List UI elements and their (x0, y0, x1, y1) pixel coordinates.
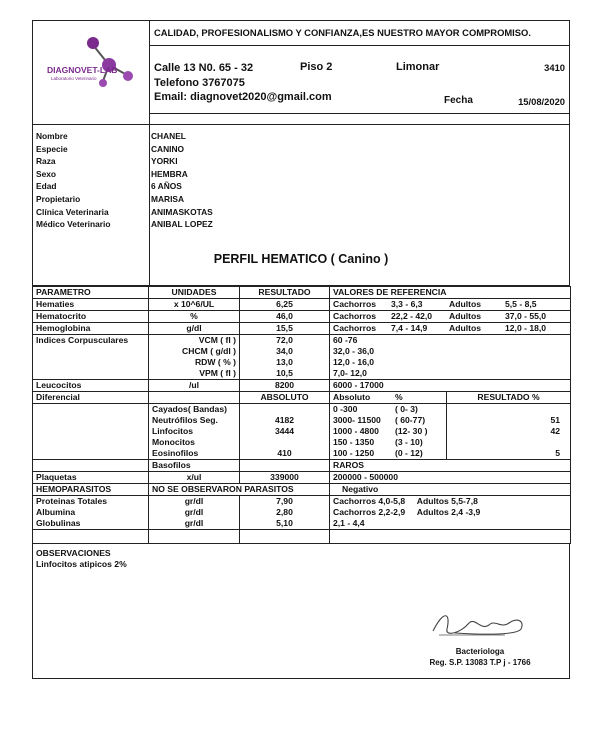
ref-pct: ( 0- 3) (395, 404, 418, 414)
param-name: Indices Corpusculares (33, 335, 149, 380)
param-result: 46,0 (240, 311, 330, 323)
empty-cell (33, 460, 149, 472)
patient-labels (36, 130, 110, 231)
patient-value: YORKI (151, 156, 178, 167)
patient-label: Propietario (36, 193, 81, 204)
patient-value: MARISA (151, 193, 185, 204)
index-result: 34,0 (276, 346, 293, 356)
ref-label: Cachorros (333, 299, 376, 309)
ref-value: 1000 - 4800 (333, 426, 379, 436)
ref-value: 5,5 - 8,5 (505, 299, 537, 309)
pct-value: 42 (550, 426, 561, 436)
param-ref: Cachorros 4,0-5,8 Adultos 5,5-7,8 (333, 496, 478, 506)
param-name: Plaquetas (33, 472, 149, 484)
param-name: Globulinas (36, 518, 81, 528)
protein-refs (330, 496, 571, 530)
param-name: Albumina (36, 507, 76, 517)
patient-label: Edad (36, 181, 57, 192)
ref-value: 7,4 - 14,9 (391, 323, 428, 333)
ref-pct: ( 60-77) (395, 415, 426, 425)
param-name: Leucocitos (33, 380, 149, 392)
param-name: HEMOPARASITOS (33, 484, 149, 496)
ref-label: Cachorros (333, 323, 376, 333)
param-unit: gr/dl (184, 518, 204, 528)
report-header (32, 20, 570, 125)
address-number: 3410 (544, 62, 565, 73)
results-table (32, 286, 571, 544)
dif-refs (330, 404, 447, 460)
param-result: 8200 (240, 380, 330, 392)
index-result: 72,0 (276, 335, 293, 345)
dif-abs (240, 404, 330, 460)
table-row-empty (33, 530, 571, 544)
lab-report (32, 20, 570, 679)
dif-ref-header (330, 392, 447, 404)
patient-value: HEMBRA (151, 168, 188, 179)
patient-value: CANINO (151, 143, 185, 154)
param-unit: gr/dl (184, 496, 204, 506)
index-unit: VPM ( fl ) (199, 368, 236, 378)
floor: Piso 2 (300, 61, 333, 73)
index-ref: 32,0 - 36,0 (333, 346, 375, 356)
ref-value: 3000- 11500 (333, 415, 381, 425)
ref-value: 150 - 1350 (333, 437, 375, 447)
col-header-result: RESULTADO (240, 287, 330, 299)
param-ref: 6000 - 17000 (330, 380, 571, 392)
indices-results (240, 335, 330, 380)
index-unit: RDW ( % ) (194, 357, 236, 367)
ref-label: Adultos (449, 323, 481, 333)
cell-type: Eosinofilos (152, 448, 199, 458)
abs-value: 3444 (274, 426, 295, 436)
date-label: Fecha (444, 95, 473, 106)
col-header-result-pct: RESULTADO % (447, 392, 571, 404)
ref-label: Absoluto (333, 392, 371, 402)
abs-value: 4182 (274, 415, 295, 425)
param-result: 6,25 (240, 299, 330, 311)
patient-value: ANIMASKOTAS (151, 206, 213, 217)
signature-image (425, 605, 535, 641)
ref-label: % (395, 392, 403, 402)
table-row (33, 460, 571, 472)
empty-cell (149, 392, 240, 404)
ref-value: 22,2 - 42,0 (391, 311, 433, 321)
param-name: Hemoglobina (33, 323, 149, 335)
ref-pct: (3 - 10) (395, 437, 423, 447)
ref-value: 100 - 1250 (333, 448, 375, 458)
table-row-differential (33, 404, 571, 460)
lab-name: DIAGNOVET-LAB (47, 65, 118, 75)
ref-value: 37,0 - 55,0 (505, 311, 547, 321)
param-name: Hematies (33, 299, 149, 311)
ref-label: Adultos (449, 299, 481, 309)
table-row (33, 323, 571, 335)
ref-value: 12,0 - 18,0 (505, 323, 547, 333)
param-result: 339000 (240, 472, 330, 484)
pct-value: 51 (550, 415, 561, 425)
protein-labels (33, 496, 149, 530)
empty-cell (33, 404, 149, 460)
param-name: Proteinas Totales (36, 496, 107, 506)
protein-results (240, 496, 330, 530)
signature-reg: Reg. S.P. 13083 T.P j - 1766 (429, 658, 531, 667)
param-unit: x/ul (149, 472, 240, 484)
index-unit: CHCM ( g/dl ) (182, 346, 236, 356)
slogan: CALIDAD, PROFESIONALISMO Y CONFIANZA,ES NUESTRO MAYOR COMPROMISO. (150, 21, 569, 46)
param-unit: gr/dl (184, 507, 204, 517)
divider (150, 113, 569, 114)
param-unit: % (149, 311, 240, 323)
patient-label: Especie (36, 143, 68, 154)
dif-units (149, 404, 240, 460)
patient-section (32, 125, 570, 286)
table-row (33, 299, 571, 311)
param-result: 5,10 (276, 518, 293, 528)
pct-value (450, 404, 560, 415)
index-ref: 60 -76 (333, 335, 358, 345)
email: Email: diagnovet2020@gmail.com (154, 91, 332, 103)
cell-type: Monocitos (152, 437, 195, 447)
patient-value: CHANEL (151, 131, 186, 141)
address: Calle 13 N0. 65 - 32 (154, 62, 254, 74)
pct-value (450, 437, 560, 448)
param-ref: RAROS (330, 460, 571, 472)
signature-role: Bacteriologa (455, 647, 505, 656)
header-info (150, 21, 569, 124)
param-ref (330, 299, 571, 311)
observations-title: OBSERVACIONES (36, 548, 111, 558)
param-name: Diferencial (33, 392, 149, 404)
param-name: Hematocrito (33, 311, 149, 323)
patient-label: Clínica Veterinaria (36, 206, 109, 217)
param-ref: 2,1 - 4,4 (333, 518, 365, 528)
dif-pct (447, 404, 571, 460)
neighborhood: Limonar (396, 61, 440, 73)
indices-units (149, 335, 240, 380)
table-row-proteins (33, 496, 571, 530)
index-result: 10,5 (276, 368, 293, 378)
col-header-absolute: ABSOLUTO (240, 392, 330, 404)
param-ref: Negativo (330, 484, 571, 496)
param-result: 7,90 (276, 496, 293, 506)
patient-value: 6 AÑOS (151, 181, 182, 192)
table-row (33, 311, 571, 323)
report-title: PERFIL HEMATICO ( Canino ) (213, 252, 389, 266)
patient-values (151, 130, 213, 231)
param-result: NO SE OBSERVARON PARASITOS (149, 484, 330, 496)
empty-cell (149, 530, 240, 544)
patient-label: Raza (36, 156, 56, 167)
phone: Telefono 3767075 (154, 76, 245, 89)
index-ref: 12,0 - 16,0 (333, 357, 375, 367)
param-ref (330, 311, 571, 323)
lab-subtitle: Laboratorio Veterinario (51, 76, 97, 81)
ref-label: Adultos (449, 311, 481, 321)
ref-pct: (0 - 12) (395, 448, 423, 458)
param-unit: g/dl (149, 323, 240, 335)
col-header-units: UNIDADES (149, 287, 240, 299)
col-header-param: PARAMETRO (33, 287, 149, 299)
table-row-differential-header (33, 392, 571, 404)
lab-logo (33, 21, 150, 124)
ref-value: 0 -300 (333, 404, 358, 414)
ref-label: Cachorros (333, 311, 376, 321)
cell-type: Cayados( Bandas) (152, 404, 227, 414)
table-row-indices (33, 335, 571, 380)
observations-text: Linfocitos atipicos 2% (36, 559, 127, 569)
patient-label: Nombre (36, 131, 68, 141)
empty-cell (240, 460, 330, 472)
abs-value (243, 437, 326, 448)
param-unit: /ul (149, 380, 240, 392)
table-row (33, 380, 571, 392)
empty-cell (240, 530, 330, 544)
table-row (33, 484, 571, 496)
pct-value: 5 (555, 448, 561, 458)
ref-value: 3,3 - 6,3 (391, 299, 423, 309)
observations-section (32, 544, 570, 679)
param-ref: Cachorros 2,2-2,9 Adultos 2,4 -3,9 (333, 507, 481, 517)
signature-block (405, 605, 555, 668)
cell-type: Linfocitos (152, 426, 194, 436)
date-value: 15/08/2020 (518, 96, 565, 107)
index-result: 13,0 (276, 357, 293, 367)
param-ref: 200000 - 500000 (330, 472, 571, 484)
cell-type: Neutrófilos Seg. (152, 415, 218, 425)
abs-value: 410 (277, 448, 292, 458)
table-header-row (33, 287, 571, 299)
ref-pct: (12- 30 ) (395, 426, 428, 436)
indices-refs (330, 335, 571, 380)
param-result: 15,5 (240, 323, 330, 335)
param-unit: x 10^6/UL (149, 299, 240, 311)
patient-value: ANIBAL LOPEZ (151, 219, 213, 230)
table-row (33, 472, 571, 484)
empty-cell (330, 530, 571, 544)
protein-units (149, 496, 240, 530)
param-ref (330, 323, 571, 335)
col-header-ref: VALORES DE REFERENCIA (330, 287, 571, 299)
index-unit: VCM ( fl ) (198, 335, 236, 345)
abs-value (243, 404, 326, 415)
cell-type: Basofilos (149, 460, 240, 472)
param-result: 2,80 (276, 507, 293, 517)
patient-label: Médico Veterinario (36, 219, 111, 230)
patient-label: Sexo (36, 168, 57, 179)
index-ref: 7,0- 12,0 (333, 368, 367, 378)
empty-cell (33, 530, 149, 544)
